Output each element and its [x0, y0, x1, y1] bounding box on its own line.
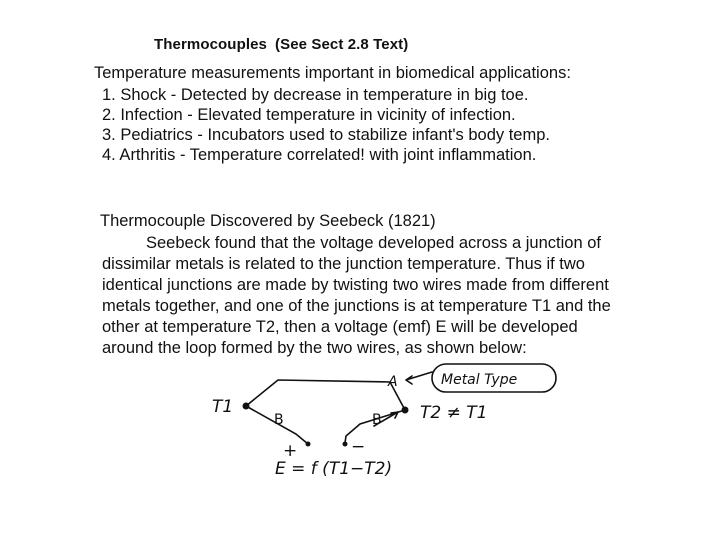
application-item: 3. Pediatrics - Incubators used to stabilize infant's body temp. — [102, 126, 550, 144]
terminal-minus — [343, 442, 348, 447]
wire-a — [246, 380, 405, 410]
label-b-left: B — [274, 412, 284, 428]
paragraph-line: other at temperature T2, then a voltage (emf) E will be developed — [102, 318, 578, 336]
seebeck-heading: Thermocouple Discovered by Seebeck (1821) — [100, 212, 436, 230]
terminal-plus — [306, 442, 311, 447]
application-item: 4. Arthritis - Temperature correlated! with joint inflammation. — [102, 146, 537, 164]
title-main: Thermocouples — [154, 36, 267, 53]
junction-left — [243, 403, 250, 410]
paragraph-line: identical junctions are made by twisting two wires made from different — [102, 276, 609, 294]
label-b-right: B — [372, 412, 382, 428]
label-a: A — [388, 374, 398, 390]
callout-arrow — [406, 372, 432, 384]
callout-text: Metal Type — [441, 372, 518, 388]
equation: E = f (T1−T2) — [275, 459, 393, 479]
title-reference: (See Sect 2.8 Text) — [275, 36, 409, 53]
paragraph-line: metals together, and one of the junctions is at temperature T1 and the — [102, 297, 611, 315]
label-t2-neq-t1: T2 ≠ T1 — [420, 403, 488, 423]
junction-right — [402, 407, 409, 414]
label-t1: T1 — [212, 397, 234, 417]
paragraph-line: around the loop formed by the two wires, as shown below: — [102, 339, 527, 357]
label-minus: − — [351, 437, 366, 457]
application-item: 1. Shock - Detected by decrease in temperature in big toe. — [102, 86, 529, 104]
paragraph-line: dissimilar metals is related to the junction temperature. Thus if two — [102, 255, 585, 273]
label-plus: + — [283, 441, 298, 461]
paragraph-line: Seebeck found that the voltage developed across a junction of — [146, 234, 601, 252]
application-item: 2. Infection - Elevated temperature in vicinity of infection. — [102, 106, 516, 124]
intro-text: Temperature measurements important in biomedical applications: — [94, 64, 571, 82]
